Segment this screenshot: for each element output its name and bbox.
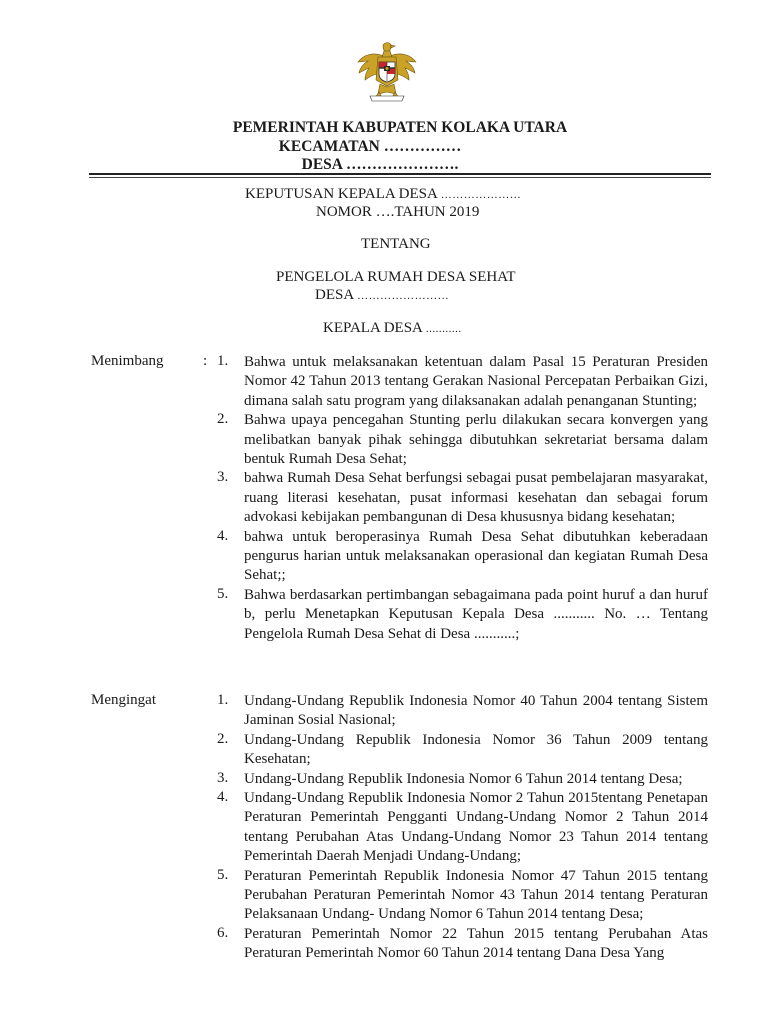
item-text: bahwa untuk beroperasinya Rumah Desa Sehat dibutuhkan keberadaan pengurus harian untuk melaksanakan operasional dan kegiatan Rumah Desa Sehat;;	[244, 528, 708, 584]
list-item	[217, 586, 708, 644]
item-text: Undang-Undang Republik Indonesia Nomor 6 Tahun 2014 tentang Desa;	[244, 770, 683, 787]
list-item	[217, 789, 708, 867]
item-number: 2.	[217, 411, 229, 428]
garuda-emblem-icon	[356, 40, 418, 106]
decree-head	[323, 320, 462, 337]
decree-desa-text: DESA	[315, 287, 354, 303]
letterhead-divider-thick	[89, 173, 711, 175]
item-text: Bahwa untuk melaksanakan ketentuan dalam Pasal 15 Peraturan Presiden Nomor 42 Tahun 2013 tentang Gerakan Nasional Percepatan Perbaikan Gizi, dimana salah satu program yang dilaksanakan adalah penanganan Stunting;	[244, 354, 708, 409]
decree-desa-dots: ……………………	[357, 290, 450, 302]
list-item	[217, 770, 708, 789]
decree-number: NOMOR ….TAHUN 2019	[316, 204, 480, 220]
item-number: 1.	[217, 692, 229, 708]
item-number: 4.	[217, 789, 229, 806]
decree-head-dots: ...........	[425, 323, 462, 335]
item-text: Peraturan Pemerintah Nomor 22 Tahun 2015 tentang Perubahan Atas Peraturan Pemerintah Nomor 60 Tahun 2014 tentang Dana Desa Yang	[244, 925, 708, 962]
list-item	[217, 867, 708, 925]
item-text: Undang-Undang Republik Indonesia Nomor 2 Tahun 2015tentang Penetapan Peraturan Pemerintah Pengganti Undang-Undang Nomor 2 Tahun 2014 tentang Perubahan Atas Undang-Undang Nomor 23 Tahun 2014 tentang Pemerintah Daerah Menjadi Undang-Undang;	[244, 790, 708, 865]
list-item	[217, 731, 708, 770]
decree-title-text: KEPUTUSAN KEPALA DESA	[245, 186, 437, 202]
list-item	[217, 692, 708, 731]
item-text: Undang-Undang Republik Indonesia Nomor 40 Tahun 2004 tentang Sistem Jaminan Sosial Nasional;	[244, 693, 708, 729]
item-number: 3.	[217, 469, 229, 486]
item-text: Peraturan Pemerintah Republik Indonesia Nomor 47 Tahun 2015 tentang Perubahan Peraturan Pemerintah Nomor 43 Tahun 2014 tentang Peraturan Pelaksanaan Undang- Undang Nomor 6 Tahun 2014 tentang Desa;	[244, 867, 708, 923]
list-item	[217, 528, 708, 586]
decree-about: TENTANG	[361, 236, 431, 252]
list-item	[217, 411, 708, 469]
header-government: PEMERINTAH KABUPATEN KOLAKA UTARA	[232, 119, 568, 136]
item-text: Bahwa upaya pencegahan Stunting perlu dilakukan secara konvergen yang melibatkan banyak pihak sehingga dibutuhkan sekretariat bersama dalam bentuk Rumah Desa Sehat;	[244, 412, 708, 468]
list-item	[217, 469, 708, 527]
item-text: Bahwa berdasarkan pertimbangan sebagaimana pada point huruf a dan huruf b, perlu Menetapkan Keputusan Kepala Desa ........... No. … Tentang Pengelola Rumah Desa Sehat di Desa ...........;	[244, 586, 708, 642]
decree-title	[245, 186, 521, 203]
header-desa: DESA ………………….	[301, 156, 459, 173]
decree-head-text: KEPALA DESA	[323, 320, 423, 336]
header-kecamatan: KECAMATAN ……………	[278, 138, 462, 155]
menimbang-label: Menimbang	[91, 353, 164, 369]
item-number: 5.	[217, 585, 229, 602]
decree-desa	[315, 287, 449, 304]
list-item	[217, 353, 708, 411]
mengingat-label: Mengingat	[91, 692, 156, 708]
decree-subject: PENGELOLA RUMAH DESA SEHAT	[276, 269, 516, 285]
item-number: 5.	[217, 866, 229, 883]
item-number: 4.	[217, 527, 229, 544]
letterhead-divider-thin	[89, 177, 711, 178]
mengingat-list	[217, 692, 708, 964]
list-item	[217, 925, 708, 964]
menimbang-colon: :	[203, 353, 208, 369]
item-text: Undang-Undang Republik Indonesia Nomor 36 Tahun 2009 tentang Kesehatan;	[244, 731, 708, 768]
item-number: 2.	[217, 730, 229, 747]
menimbang-list	[217, 353, 708, 644]
item-number: 1.	[217, 353, 229, 369]
decree-title-dots: …………………	[440, 189, 522, 201]
item-number: 3.	[217, 769, 229, 786]
item-number: 6.	[217, 924, 229, 941]
item-text: bahwa Rumah Desa Sehat berfungsi sebagai pusat pembelajaran masyarakat, ruang literasi kesehatan, pusat informasi kesehatan dan sebagai forum advokasi kebijakan pembangunan di Desa khususnya bidang kesehatan;	[244, 470, 708, 526]
